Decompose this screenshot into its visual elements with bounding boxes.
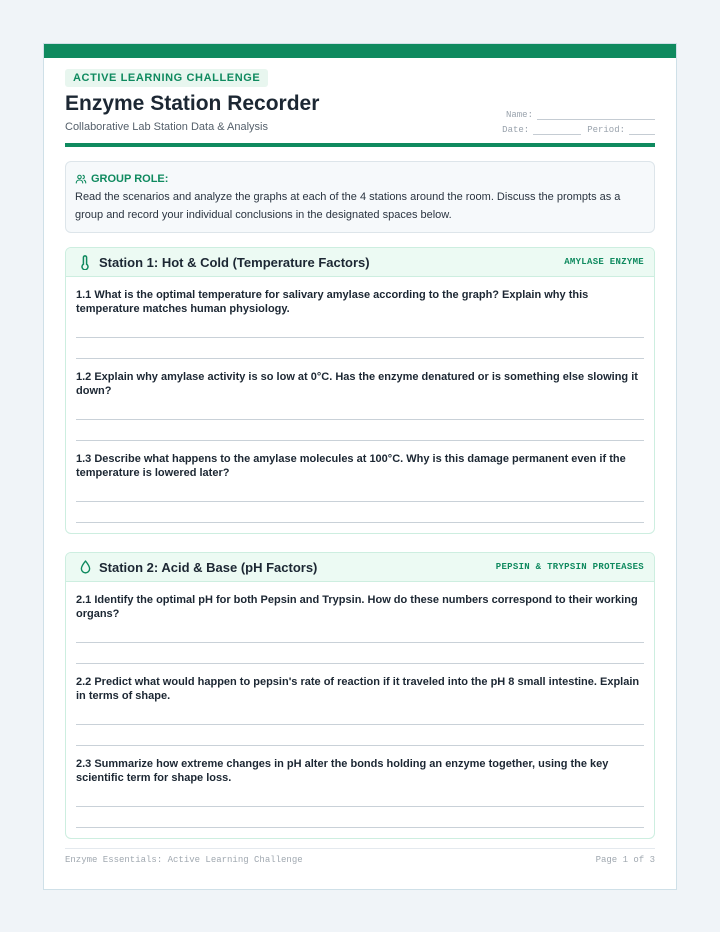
users-icon [75,173,87,185]
answer-line[interactable] [76,643,644,664]
question-text: 1.2 Explain why amylase activity is so low at 0°C. Has the enzyme denatured or is something else slowing it down? [76,371,638,397]
page-title: Enzyme Station Recorder [65,92,320,115]
question-text: 1.3 Describe what happens to the amylase molecules at 100°C. Why is this damage permanent even if the temperature is lowered later? [76,453,626,479]
period-field[interactable] [629,125,655,135]
thermometer-icon [80,255,90,270]
answer-line[interactable] [76,399,644,420]
date-field[interactable] [533,125,581,135]
worksheet-page [43,43,677,890]
name-label: Name: [505,110,533,120]
station-1-title: Station 1: Hot & Cold (Temperature Factors) [99,254,370,270]
question-text: 2.2 Predict what would happen to pepsin's rate of reaction if it traveled into the pH 8 small intestine. Explain in terms of shape. [76,676,640,702]
droplet-icon [80,560,91,574]
station-2-title: Station 2: Acid & Base (pH Factors) [99,559,318,575]
answer-line[interactable] [76,420,644,441]
question-1-3 [66,441,654,533]
station-2-badge: PEPSIN & TRYPSIN PROTEASES [495,562,644,572]
station-1-badge: AMYLASE ENZYME [564,257,644,267]
challenge-tag: ACTIVE LEARNING CHALLENGE [65,69,268,87]
answer-line[interactable] [76,622,644,643]
answer-line[interactable] [76,338,644,359]
answer-line[interactable] [76,725,644,746]
station-2-header [66,553,654,582]
date-label: Date: [502,125,530,135]
question-1-2 [66,359,654,441]
page-subtitle: Collaborative Lab Station Data & Analysis [65,121,269,133]
page-footer [65,848,655,865]
period-label: Period: [587,125,625,135]
question-text: 1.1 What is the optimal temperature for salivary amylase according to the graph? Explain why this temperature matches human physiology. [76,289,589,315]
student-info-fields [502,92,655,135]
question-text: 2.1 Identify the optimal pH for both Pepsin and Trypsin. How do these numbers correspond to their working organs? [76,594,638,620]
question-2-2 [66,664,654,746]
answer-line[interactable] [76,502,644,523]
answer-line[interactable] [76,807,644,828]
question-1-1 [66,277,654,359]
answer-line[interactable] [76,317,644,338]
station-2-card [65,552,655,839]
group-role-box [65,161,655,233]
station-1-header [66,248,654,277]
footer-title: Enzyme Essentials: Active Learning Challenge [65,855,303,865]
station-1-card [65,247,655,534]
question-2-1 [66,582,654,664]
question-text: 2.3 Summarize how extreme changes in pH alter the bonds holding an enzyme together, using the key scientific term for shape loss. [76,758,609,784]
top-accent-bar [44,44,676,58]
header-divider [65,143,655,147]
question-2-3 [66,746,654,838]
group-role-text: Read the scenarios and analyze the graphs at each of the 4 stations around the room. Discuss the prompts as a group and record your individual conclusions in the designated spaces below. [75,191,621,221]
page-number: Page 1 of 3 [595,855,655,865]
name-field[interactable] [537,110,655,120]
answer-line[interactable] [76,786,644,807]
answer-line[interactable] [76,704,644,725]
answer-line[interactable] [76,481,644,502]
group-role-heading: GROUP ROLE: [91,173,169,185]
